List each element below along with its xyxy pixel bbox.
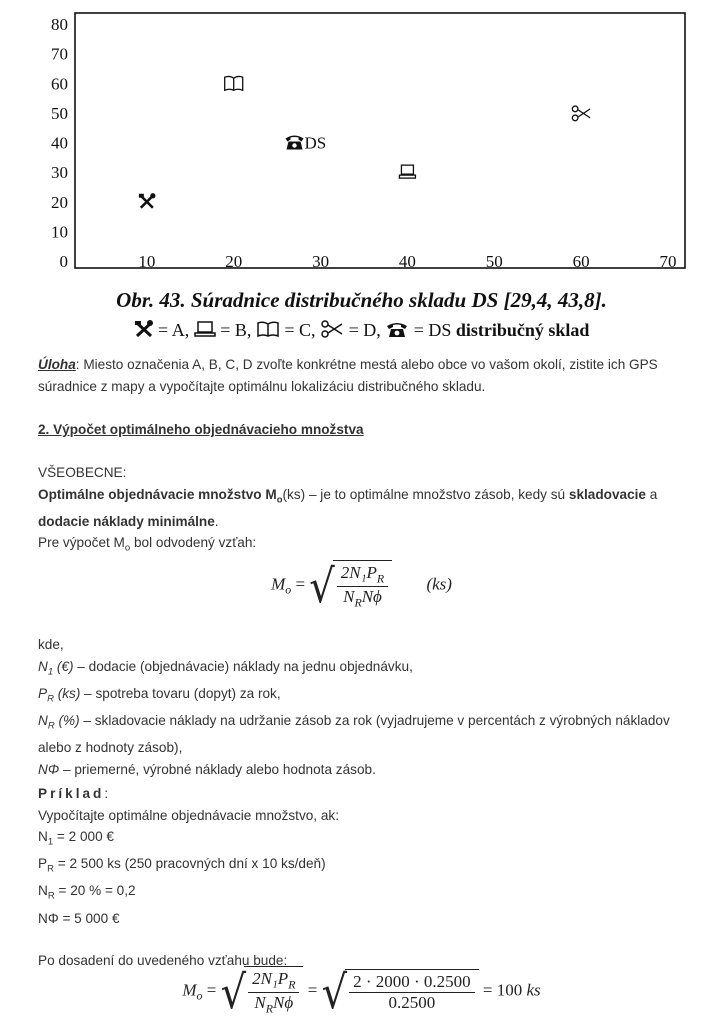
example-colon: : bbox=[104, 786, 109, 801]
f1-den: N bbox=[343, 587, 355, 607]
example-nr bbox=[38, 880, 698, 907]
definitions-block bbox=[38, 634, 698, 780]
chart-frame bbox=[75, 13, 685, 268]
example-n1 bbox=[38, 826, 698, 853]
ex-nr-sym: N bbox=[38, 883, 48, 899]
coordinate-chart bbox=[0, 0, 723, 280]
general-block bbox=[38, 462, 698, 559]
laptop-icon bbox=[399, 165, 415, 178]
f1-num: 2N₁P bbox=[340, 563, 377, 582]
def-storage: skladovacie bbox=[568, 486, 646, 502]
example-heading bbox=[38, 783, 698, 805]
f2-lhs: M bbox=[182, 980, 197, 1000]
def-pr bbox=[38, 683, 698, 710]
book-point bbox=[225, 76, 243, 90]
y-tick-label: 50 bbox=[51, 103, 68, 123]
f1-den-end: Nϕ bbox=[361, 587, 382, 607]
x-tick-label: 70 bbox=[659, 252, 677, 271]
tools-icon bbox=[139, 193, 156, 208]
telephone-point bbox=[286, 134, 327, 153]
f2-lhs-sub: o bbox=[196, 988, 203, 1003]
f2-den: N bbox=[254, 993, 266, 1013]
x-tick-label: 10 bbox=[138, 252, 156, 271]
formula-result bbox=[0, 966, 723, 1020]
def-nphi bbox=[38, 759, 698, 781]
laptop-icon bbox=[194, 320, 216, 343]
f2-den-sub: R bbox=[265, 1001, 273, 1016]
task-text: : Miesto označenia A, B, C, D zvoľte konkrétne mestá alebo obce vo vašom okolí, zistite ich GPS súradnice z mapy a vypočítajte optimálnu lokalizáciu distribučného skladu. bbox=[38, 357, 658, 394]
f2-den-end: Nϕ bbox=[273, 993, 294, 1013]
def-end: . bbox=[214, 513, 219, 529]
y-tick-label: 10 bbox=[51, 222, 68, 242]
f2-sqrt1 bbox=[220, 966, 304, 1020]
point-label: DS bbox=[304, 133, 327, 153]
f2-num2: 2 · 2000 · 0.2500 bbox=[349, 972, 475, 993]
radical-icon: √ bbox=[220, 966, 247, 1020]
nphi-sym: NΦ bbox=[38, 761, 60, 777]
scissors-icon bbox=[320, 320, 344, 343]
f2-unit: ks bbox=[526, 980, 541, 1000]
y-tick-label: 20 bbox=[51, 192, 68, 212]
general-label: VŠEOBECNE: bbox=[38, 465, 127, 480]
f1-unit: (ks) bbox=[426, 574, 452, 594]
f1-num-sub: R bbox=[376, 571, 385, 586]
defs-intro: kde, bbox=[38, 637, 64, 652]
x-tick-label: 60 bbox=[572, 252, 590, 271]
def-nr bbox=[38, 710, 698, 759]
y-tick-label: 30 bbox=[51, 163, 68, 183]
y-tick-label: 40 bbox=[51, 133, 68, 153]
f1-den-sub: R bbox=[354, 595, 362, 610]
ex-nr-sub: R bbox=[47, 891, 55, 903]
n1-unit: (€) bbox=[53, 658, 74, 674]
x-tick-label: 30 bbox=[312, 252, 330, 271]
legend-ds-desc: distribučný sklad bbox=[455, 320, 590, 340]
f2-eq3: = bbox=[482, 980, 493, 1000]
def-n1 bbox=[38, 656, 698, 683]
ex-n1-val: = 2 000 € bbox=[53, 829, 114, 844]
f2-eq1: = bbox=[206, 980, 217, 1000]
definition-paragraph bbox=[38, 484, 698, 533]
telephone-icon bbox=[286, 136, 304, 150]
f2-sqrt2 bbox=[321, 966, 479, 1020]
f2-result: 100 bbox=[496, 980, 523, 1000]
example-block bbox=[38, 783, 698, 972]
ex-n1-sub: 1 bbox=[47, 836, 54, 848]
def-term-sub: o bbox=[276, 494, 283, 506]
y-tick-label: 80 bbox=[51, 15, 68, 34]
def-term: Optimálne objednávacie množstvo M bbox=[38, 486, 277, 502]
legend-ds: = DS bbox=[413, 320, 452, 340]
x-tick-label: 50 bbox=[485, 252, 503, 271]
legend-b: = B, bbox=[220, 320, 252, 340]
figure-caption: Obr. 43. Súradnice distribučného skladu DS [29,4, 43,8]. bbox=[116, 288, 607, 312]
f2-den2: 0.2500 bbox=[388, 993, 436, 1013]
f1-sqrt bbox=[309, 560, 392, 614]
pr-unit: (ks) bbox=[53, 685, 81, 701]
n1-sub: 1 bbox=[47, 666, 54, 678]
y-tick-labels bbox=[51, 15, 68, 271]
task-paragraph bbox=[38, 354, 698, 397]
legend-d: = D, bbox=[348, 320, 381, 340]
y-tick-label: 0 bbox=[59, 252, 68, 271]
x-tick-label: 20 bbox=[225, 252, 243, 271]
pre-formula-text bbox=[38, 532, 698, 559]
laptop-point bbox=[399, 165, 415, 178]
y-tick-label: 70 bbox=[51, 44, 68, 64]
n1-sym: N bbox=[38, 658, 48, 674]
f2-eq2: = bbox=[307, 980, 318, 1000]
pre-sub: o bbox=[124, 542, 131, 554]
task-label: Úloha bbox=[38, 357, 76, 372]
nr-unit: (%) bbox=[54, 712, 80, 728]
figure-legend bbox=[0, 320, 723, 343]
tools-point bbox=[139, 193, 156, 208]
scissors-icon bbox=[572, 106, 590, 121]
radical-icon: √ bbox=[321, 966, 348, 1020]
pre-end: bol odvodený vzťah: bbox=[130, 535, 257, 551]
radical-icon: √ bbox=[309, 560, 335, 614]
book-icon bbox=[256, 320, 280, 343]
example-intro: Vypočítajte optimálne objednávacie množstvo, ak: bbox=[38, 807, 339, 823]
nr-text: – skladovacie náklady na udržanie zásob za rok (vyjadrujeme v percentách z výrobných nákladov alebo z hodnoty zásob), bbox=[38, 712, 670, 756]
example-after: Po dosadení do uvedeného vzťahu bude: bbox=[38, 953, 288, 969]
section-heading: 2. Výpočet optimálneho objednávacieho množstva bbox=[38, 422, 364, 437]
pr-sub: R bbox=[47, 693, 54, 705]
n1-text: – dodacie (objednávacie) náklady na jednu objednávku, bbox=[73, 658, 413, 674]
def-delivery: dodacie náklady minimálne bbox=[38, 513, 215, 529]
x-tick-label: 40 bbox=[398, 252, 416, 271]
legend-c: = C, bbox=[284, 320, 316, 340]
chart-points bbox=[139, 76, 590, 207]
def-and: a bbox=[645, 486, 658, 502]
telephone-icon bbox=[385, 320, 409, 343]
scissors-point bbox=[572, 106, 590, 121]
ex-pr-sub: R bbox=[47, 863, 54, 875]
ex-nr-val: = 20 % = 0,2 bbox=[54, 883, 136, 899]
nr-sub: R bbox=[47, 720, 55, 732]
f1-lhs-sub: o bbox=[285, 582, 292, 597]
pre-text: Pre výpočet M bbox=[38, 535, 125, 551]
f2-num-sub: R bbox=[288, 977, 296, 992]
nr-sym: N bbox=[38, 712, 48, 728]
tools-icon bbox=[134, 320, 154, 343]
legend-a: = A, bbox=[158, 320, 190, 340]
ex-pr-sym: P bbox=[38, 856, 48, 872]
f1-lhs: M bbox=[271, 574, 286, 594]
nphi-text: – priemerné, výrobné náklady alebo hodnota zásob. bbox=[59, 761, 376, 777]
pr-text: – spotreba tovaru (dopyt) za rok, bbox=[80, 685, 281, 701]
book-icon bbox=[225, 76, 243, 90]
y-tick-label: 60 bbox=[51, 74, 68, 94]
formula-eoq bbox=[0, 560, 723, 614]
def-mid: (ks) – je to optimálne množstvo zásob, kedy sú bbox=[282, 486, 569, 502]
example-pr bbox=[38, 853, 698, 880]
ex-pr-val: = 2 500 ks (250 pracovných dní x 10 ks/deň) bbox=[53, 856, 326, 872]
f1-eq: = bbox=[295, 574, 306, 594]
ex-n1-sym: N bbox=[38, 829, 48, 844]
example-nphi: NΦ = 5 000 € bbox=[38, 910, 120, 926]
pr-sym: P bbox=[38, 685, 48, 701]
f2-num: 2N₁P bbox=[252, 969, 289, 988]
example-label: Príklad bbox=[38, 786, 105, 801]
